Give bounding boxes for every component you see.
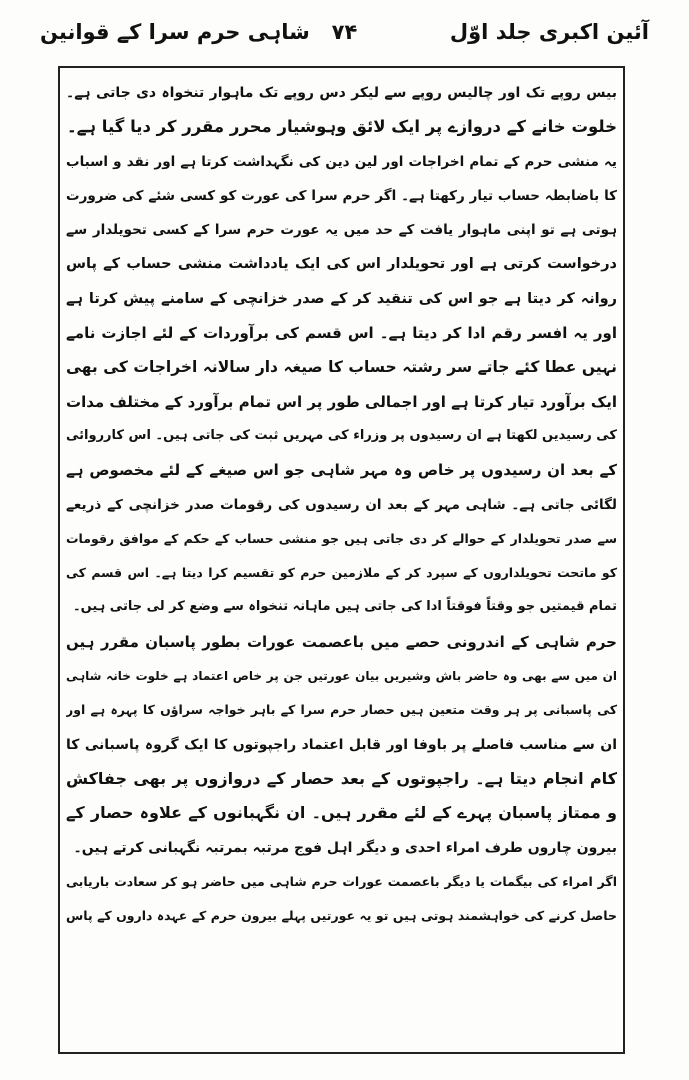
text-line: کا باضابطہ حساب تیار رکھتا ہے۔ اگر حرم سرا کی عورت کو کسی شئے کی ضرورت — [66, 187, 617, 204]
section-title: شاہی حرم سرا کے قوانین — [40, 20, 310, 44]
text-line: سے صدر تحویلدار کے حوالے کر دی جاتی ہیں جو منشی حساب کے حکم کے موافق رقومات — [66, 530, 617, 546]
text-line: لگائی جاتی ہے۔ شاہی مہر کے بعد ان رسیدوں کی رقومات صدر خزانچی کے ذریعے — [66, 496, 617, 513]
text-line: بیرون چاروں طرف امراء احدی و دیگر اہل فوج مرتبہ بمرتبہ نگہبانی کرتے ہیں۔ — [73, 839, 617, 856]
text-line: تمام قیمتیں جو وقتاً فوقتاً ادا کی جاتی ہیں ماہانہ تنخواہ سے وضع کر لی جاتی ہیں۔ — [73, 599, 617, 615]
text-line: کو ماتحت تحویلداروں کے سپرد کر کے ملازمین حرم کو تقسیم کرا دیتا ہے۔ اس قسم کی — [66, 565, 617, 581]
text-line: کام انجام دیتا ہے۔ راجپوتوں کے بعد حصار کے دروازوں پر بھی جفاکش — [66, 768, 617, 788]
text-line: یہ منشی حرم کے تمام اخراجات اور لین دین کی نگہداشت کرتا ہے اور نقد و اسباب — [66, 153, 617, 170]
text-line: ان سے مناسب فاصلے پر باوفا اور قابل اعتماد راجپوتوں کا ایک گروہ پاسبانی کا — [66, 736, 617, 753]
text-line: اگر امراء کی بیگمات یا دیگر باعصمت عورات حرم شاہی میں حاضر ہو کر سعادت باریابی — [66, 873, 617, 889]
text-line: و ممتاز پاسبان پہرے کے لئے مقرر ہیں۔ ان نگہبانوں کے علاوہ حصار کے — [66, 803, 617, 823]
text-line: کی پاسبانی پر ہر وقت متعین ہیں حصار حرم سرا کے باہر خواجہ سراؤں کا پہرہ ہے اور — [66, 702, 617, 718]
book-title: آئین اکبری جلد اوّل — [449, 20, 649, 44]
text-frame — [58, 66, 625, 1054]
text-line: اور یہ افسر رقم ادا کر دیتا ہے۔ اس قسم کی برآوردات کے لئے اجازت نامے — [66, 324, 617, 343]
text-line: روانہ کر دیتا ہے جو اس کی تنقید کر کے صدر خزانچی کے سامنے پیش کرتا ہے — [66, 290, 617, 307]
page-header — [40, 14, 649, 58]
text-line: کی رسیدیں لکھتا ہے ان رسیدوں پر وزراء کی مہریں ثبت کی جاتی ہیں۔ اس کارروائی — [66, 427, 617, 443]
text-line: درخواست کرتی ہے اور تحویلدار اس کی ایک یادداشت منشی حساب کے پاس — [66, 256, 617, 273]
text-line: خلوت خانے کے دروازے پر ایک لائق وہوشیار محرر مقرر کر دیا گیا ہے۔ — [67, 117, 617, 137]
text-line: حرم شاہی کے اندرونی حصے میں باعصمت عورات بطور پاسبان مقرر ہیں — [66, 632, 617, 651]
text-line: نہیں عطا کئے جاتے سر رشتہ حساب کا صیغہ دار سالانہ اخراجات کی بھی — [66, 358, 617, 377]
text-line: ایک برآورد تیار کرتا ہے اور اجمالی طور پر اس تمام برآورد کے مختلف مدات — [66, 392, 617, 411]
text-line: کے بعد ان رسیدوں پر خاص وہ مہر شاہی جو اس صیغے کے لئے مخصوص ہے — [66, 461, 617, 480]
text-line: حاصل کرنے کی خواہشمند ہوتی ہیں تو یہ عورتیں پہلے بیرون حرم کے عہدہ داروں کے پاس — [66, 908, 617, 924]
text-line: بیس روپے تک اور چالیس روپے سے لیکر دس روپے تک ماہوار تنخواہ دی جاتی ہے۔ — [66, 85, 617, 101]
text-line: ان میں سے بھی وہ حاضر باش وشیریں بیان عورتیں جن پر خاص اعتماد ہے خلوت خانہ شاہی — [66, 669, 617, 684]
page-number: ۷۴ — [331, 20, 358, 44]
text-line: ہوتی ہے تو اپنی ماہوار یافت کے حد میں یہ عورت حرم سرا کے کسی تحویلدار سے — [66, 222, 617, 239]
body-text — [66, 76, 617, 1046]
